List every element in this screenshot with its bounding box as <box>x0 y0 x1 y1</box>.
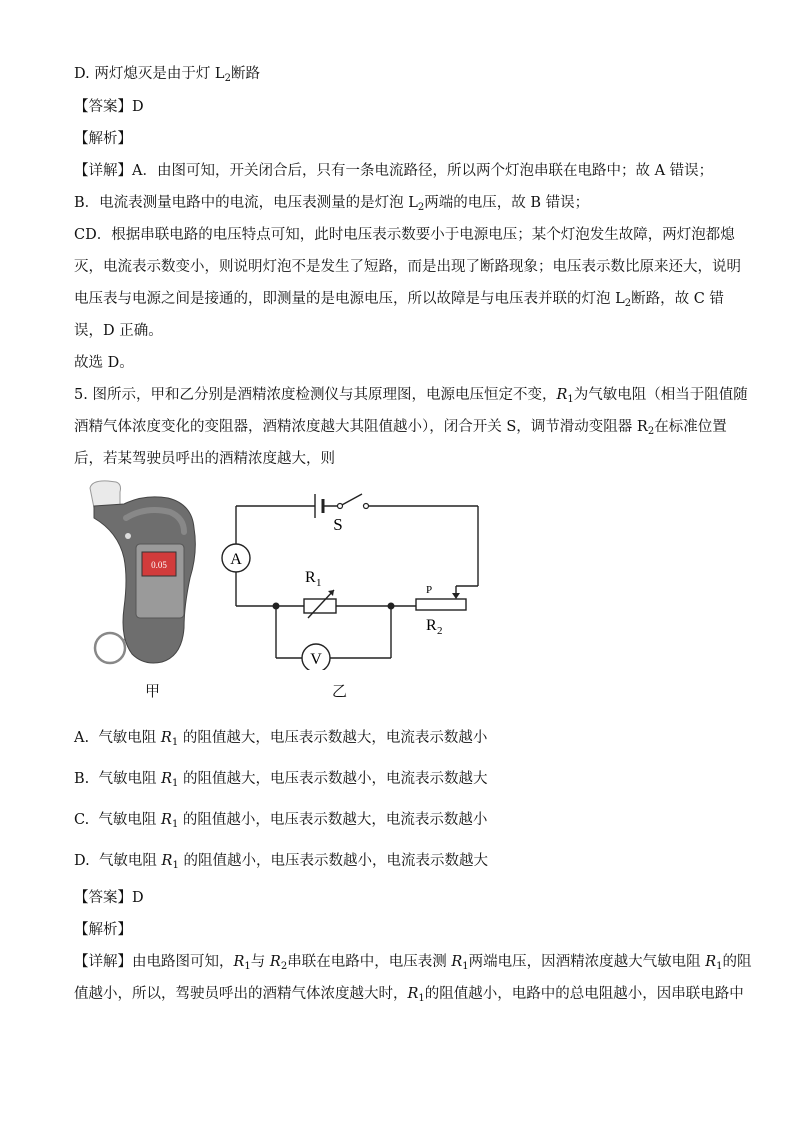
detail-text: 的阻值越小，电路中的总电阻越小，因串联电路中 <box>424 986 744 1002</box>
q5-detail-line-1 <box>74 952 752 977</box>
q5-analysis-label: 【解析】 <box>74 922 132 938</box>
q4-detail-line-2 <box>74 193 589 218</box>
answer-label: 【答案】 <box>74 890 132 906</box>
r2-resistor <box>416 599 466 610</box>
q5-answer <box>74 888 144 908</box>
var-r: R <box>161 771 173 787</box>
subscript: 1 <box>244 961 251 972</box>
detail-text: 与 <box>250 954 270 970</box>
figure-caption-right: 乙 <box>332 682 348 700</box>
var-r: R <box>160 730 172 746</box>
detail-text: 两端电压，因酒精浓度越大气敏电阻 <box>468 954 706 970</box>
answer-value: D <box>132 890 144 906</box>
option-letter: D. <box>74 853 90 869</box>
option-a <box>74 728 487 753</box>
option-letter: B. <box>74 771 90 787</box>
detail-text: 断路，故 C 错 <box>631 291 724 307</box>
detail-text: 值越小，所以，驾驶员呼出的酒精气体浓度越大时， <box>74 986 408 1002</box>
option-text: 气敏电阻 <box>98 812 162 828</box>
detail-text: 电压表与电源之间是接通的，即测量的是电源电压，所以故障是与电压表并联的灯泡 L <box>74 291 625 307</box>
stem-text: 为气敏电阻（相当于阻值随 <box>573 387 748 403</box>
option-letter: A. <box>74 730 90 746</box>
junction-right <box>388 603 395 610</box>
q4-detail-line-3: CD．根据串联电路的电压特点可知，此时电压表示数要小于电源电压；某个灯泡发生故障，两灯泡都熄 <box>74 227 735 243</box>
var-r: R <box>451 954 463 970</box>
var-r: R <box>407 986 419 1002</box>
q5-stem-line-1 <box>74 385 748 410</box>
mouthpiece <box>90 481 121 508</box>
var-r: R <box>161 812 172 828</box>
option-text: 的阻值越大，电压表示数越小，电流表示数越大 <box>178 771 488 787</box>
subscript: 2 <box>280 961 288 972</box>
stem-text: 5. 图所示，甲和乙分别是酒精浓度检测仪与其原理图，电源电压恒定不变， <box>74 387 557 403</box>
q4-option-d <box>74 64 260 89</box>
subscript: 1 <box>172 860 179 871</box>
subscript: 1 <box>171 737 179 748</box>
device-button <box>125 533 131 539</box>
subscript: 2 <box>624 298 632 309</box>
option-d <box>74 851 488 876</box>
slider-label: P <box>426 584 433 596</box>
subscript: 2 <box>647 426 655 437</box>
answer-value: D <box>132 99 144 115</box>
voltmeter-label: V <box>310 651 322 668</box>
r1-variable-arrow <box>308 590 334 618</box>
var-r: R <box>233 954 245 970</box>
option-text: 气敏电阻 <box>98 771 162 787</box>
stem-text: 在标准位置 <box>654 419 727 435</box>
option-text: 的阻值越小，电压表示数越小，电流表示数越大 <box>178 853 488 869</box>
subscript: 1 <box>567 394 574 405</box>
var-r: R <box>556 387 568 403</box>
option-text: 的阻值越小，电压表示数越大，电流表示数越小 <box>178 812 488 828</box>
subscript: 1 <box>418 993 425 1004</box>
q4-detail-line-1 <box>74 161 713 181</box>
q5-detail-line-2 <box>74 984 744 1009</box>
device-readout: 0.05 <box>151 560 167 570</box>
keyring-icon <box>95 633 125 663</box>
q4-detail-line-5 <box>74 289 724 314</box>
q4-analysis-label: 【解析】 <box>74 131 132 147</box>
q4-detail-line-4: 灭，电流表示数变小，则说明灯泡不是发生了短路，而是出现了断路现象；电压表示数比原来还大，说明 <box>74 259 741 275</box>
circuit-diagram <box>210 480 490 670</box>
r2-label: R <box>426 617 437 634</box>
q4-option-d-suffix: 断路 <box>230 66 260 82</box>
detail-text: 串联在电路中，电压表测 <box>287 954 452 970</box>
q4-answer <box>74 97 144 117</box>
switch-contact-left <box>338 504 343 509</box>
figure-caption-left: 甲 <box>145 682 161 700</box>
var-r: R <box>269 954 281 970</box>
var-r: R <box>161 853 173 869</box>
answer-label: 【答案】 <box>74 99 132 115</box>
q5-stem-line-3: 后，若某驾驶员呼出的酒精浓度越大，则 <box>74 451 335 467</box>
detail-text: 两端的电压，故 B 错误； <box>424 195 590 211</box>
option-text: 气敏电阻 <box>98 853 162 869</box>
junction-left <box>273 603 280 610</box>
detail-text: 的阻 <box>722 954 752 970</box>
option-c <box>74 810 487 835</box>
r1-subscript: 1 <box>316 577 322 589</box>
switch-label: S <box>333 515 343 534</box>
q4-detail-line-6: 误，D 正确。 <box>74 323 163 339</box>
var-r: R <box>705 954 717 970</box>
q5-stem-line-2 <box>74 417 727 442</box>
detail-text: 由电路图可知， <box>132 954 234 970</box>
option-text: 气敏电阻 <box>98 730 161 746</box>
slider-arrow-head <box>452 593 460 599</box>
subscript: 1 <box>716 961 723 972</box>
q4-option-d-text: D. 两灯熄灭是由于灯 L <box>74 66 225 82</box>
option-text: 的阻值越大，电压表示数越大，电流表示数越小 <box>178 730 488 746</box>
subscript: 2 <box>417 202 425 213</box>
subscript: 2 <box>224 73 231 84</box>
subscript: 1 <box>171 819 179 830</box>
stem-text: 酒精气体浓度变化的变阻器，酒精浓度越大其阻值越小），闭合开关 S，调节滑动变阻器 R <box>74 419 648 435</box>
subscript: 1 <box>462 961 469 972</box>
switch-lever <box>340 494 362 506</box>
option-letter: C. <box>74 812 90 828</box>
option-b <box>74 769 488 794</box>
subscript: 1 <box>172 778 179 789</box>
detail-label: 【详解】 <box>74 163 132 179</box>
switch-contact-right <box>364 504 369 509</box>
detail-text: B．电流表测量电路中的电流，电压表测量的是灯泡 L <box>74 195 418 211</box>
q4-conclusion: 故选 D。 <box>74 355 134 371</box>
detail-text: A．由图可知，开关闭合后，只有一条电流路径，所以两个灯泡串联在电路中；故 A 错误； <box>132 163 714 179</box>
r2-subscript: 2 <box>437 625 443 637</box>
breathalyzer-device-image <box>80 478 210 678</box>
detail-label: 【详解】 <box>74 954 132 970</box>
r1-label: R <box>305 569 316 586</box>
ammeter-label: A <box>230 551 242 568</box>
